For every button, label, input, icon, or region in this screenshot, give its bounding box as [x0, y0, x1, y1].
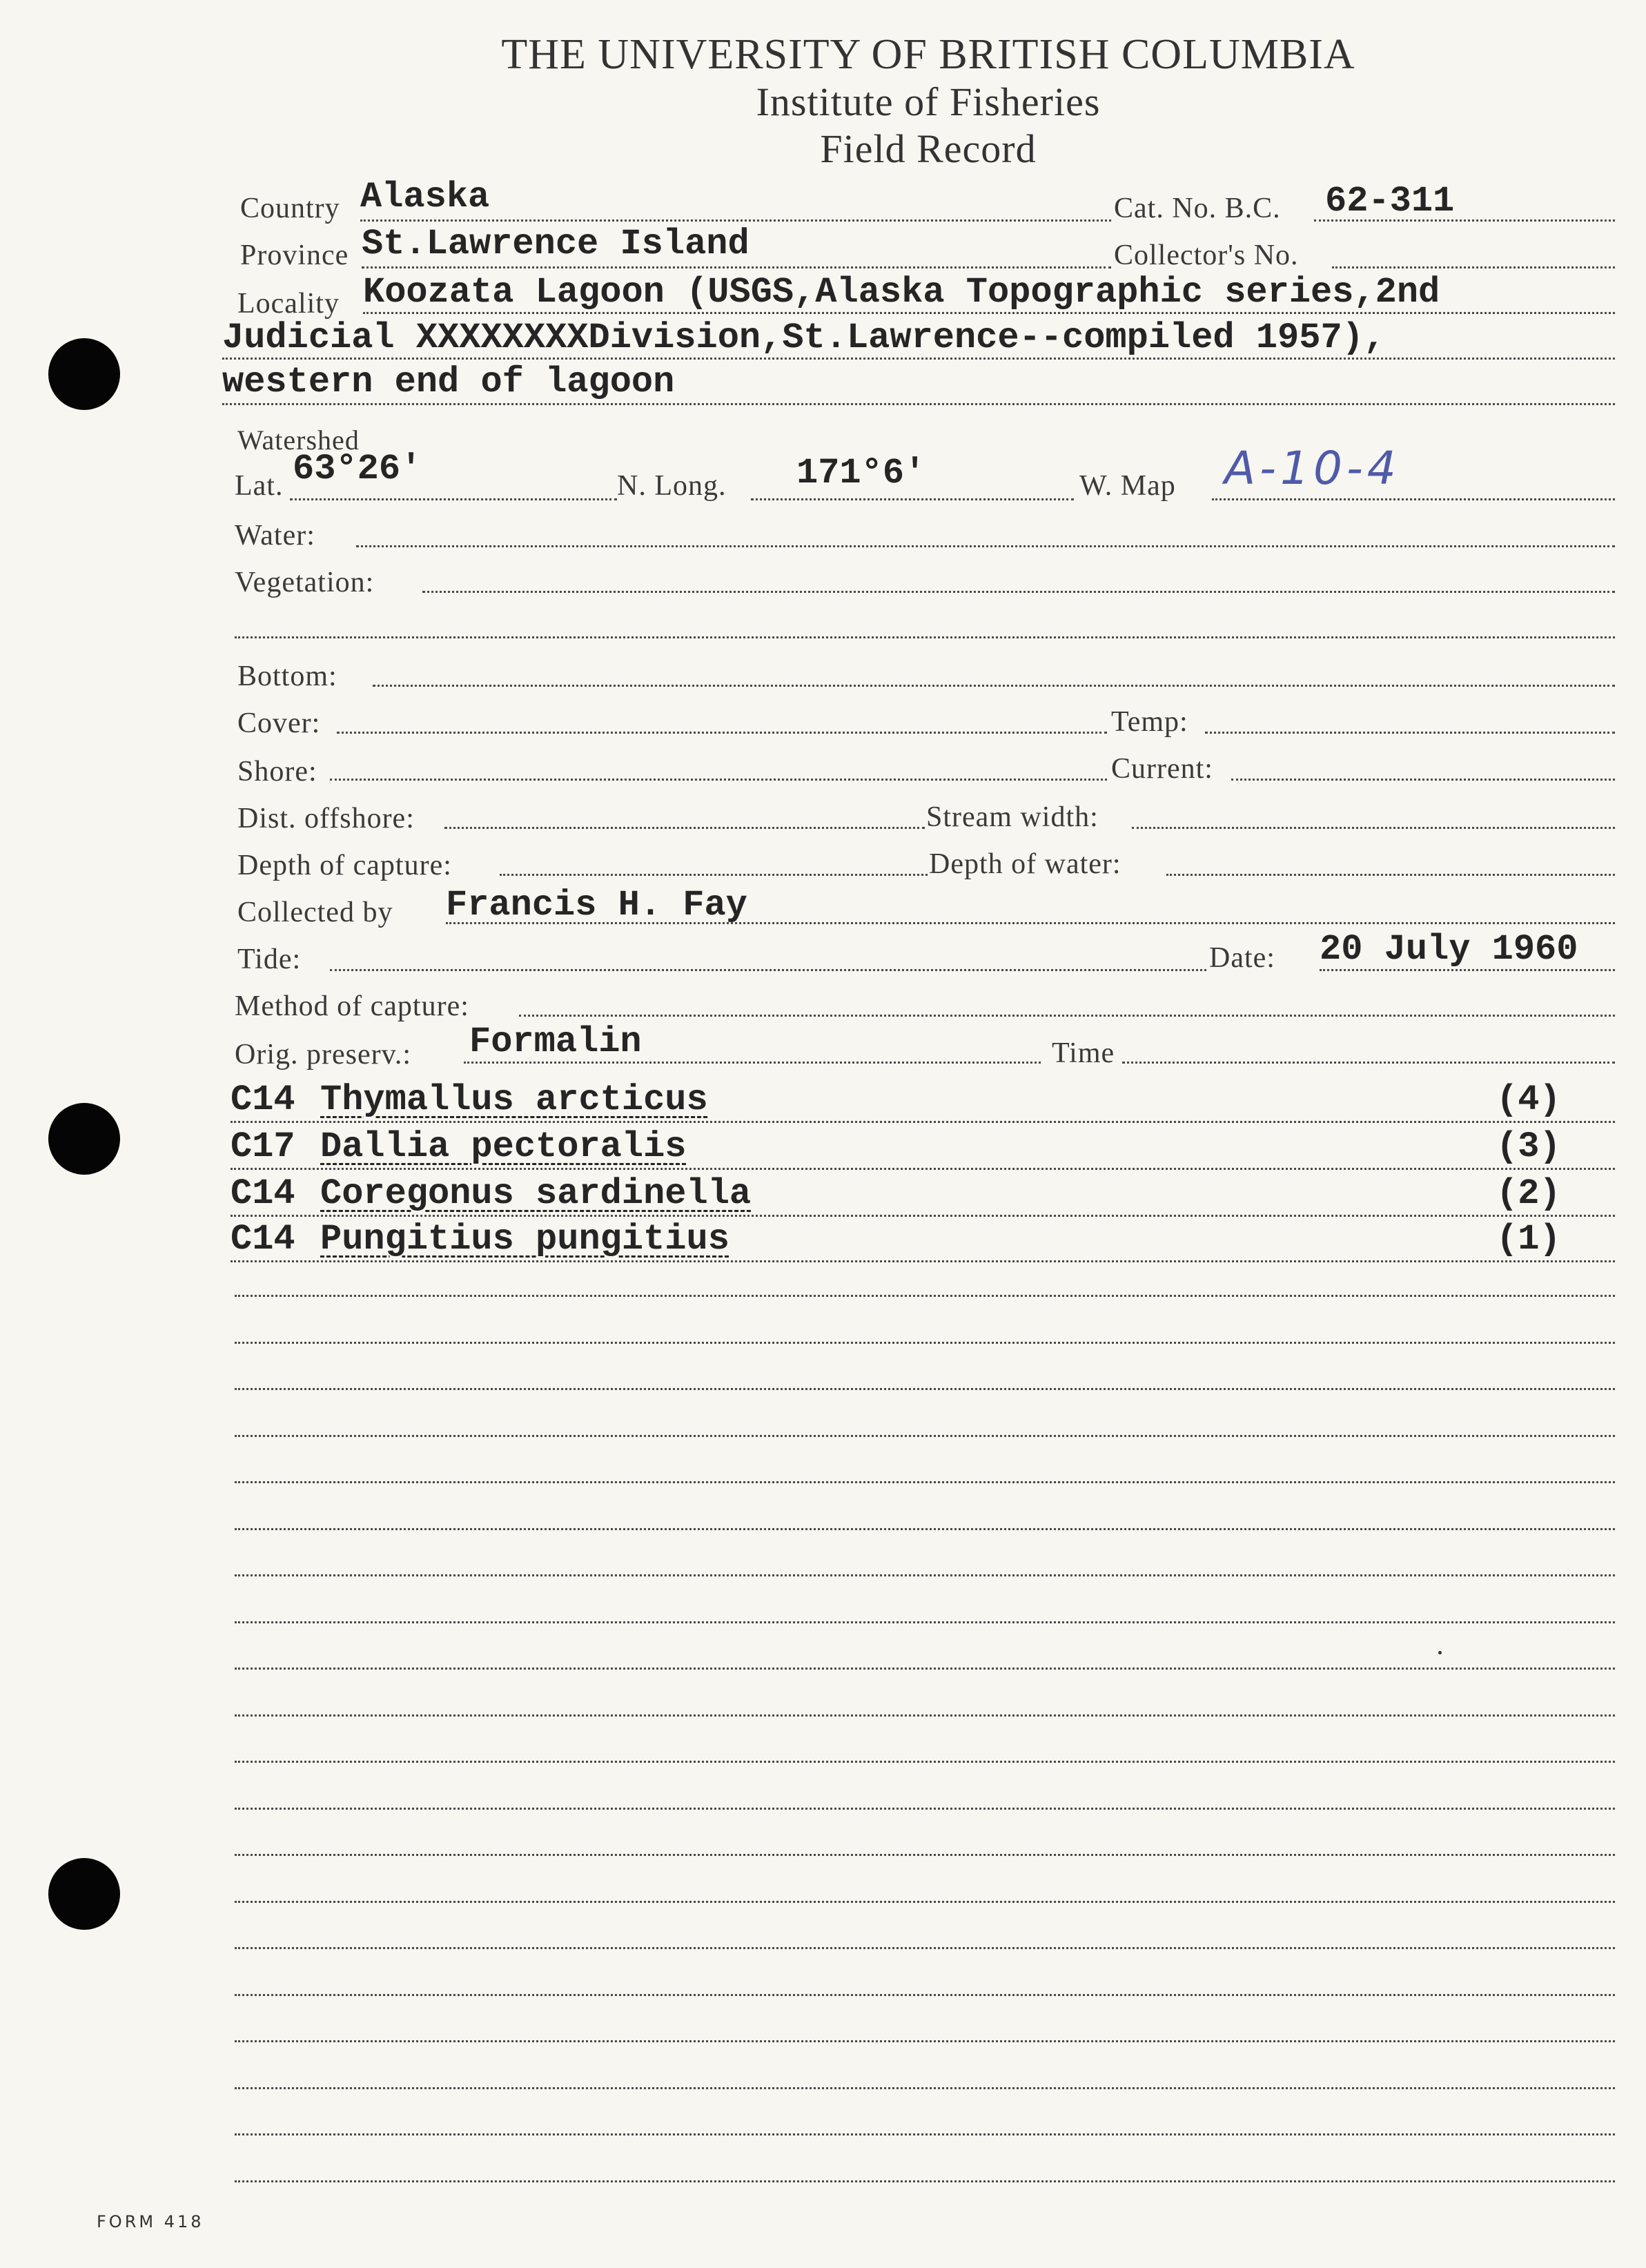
map-value: A-10-4 — [1224, 442, 1400, 495]
lat-value: 63°26' — [293, 449, 422, 489]
shore-label: Shore: — [237, 756, 317, 788]
long-value: 171°6' — [796, 453, 926, 493]
blank-rule — [235, 1994, 1615, 1996]
specimen-rule — [231, 1168, 1615, 1170]
punch-hole-middle — [48, 1103, 120, 1175]
country-line — [360, 219, 1111, 222]
time-line — [1122, 1062, 1615, 1064]
temp-line — [1205, 732, 1615, 734]
specimen-count: (1) — [1496, 1219, 1561, 1260]
cover-line — [337, 732, 1107, 734]
collected-by-value: Francis H. Fay — [446, 885, 747, 926]
collected-by-line — [446, 922, 1615, 924]
specimen-name: Dallia pectoralis — [320, 1126, 687, 1167]
bottom-line — [373, 685, 1615, 687]
form-number: FORM 418 — [97, 2212, 204, 2231]
specimen-code: C14 — [231, 1173, 295, 1214]
lat-line — [290, 498, 617, 500]
map-line — [1212, 498, 1615, 500]
blank-rule — [235, 1295, 1615, 1297]
dist-offshore-line — [444, 827, 925, 829]
specimen-name: Coregonus sardinella — [320, 1173, 752, 1214]
cat-no-value: 62-311 — [1325, 181, 1455, 222]
vegetation-line — [422, 591, 1615, 593]
specimen-count: (2) — [1496, 1173, 1561, 1214]
blank-rule — [235, 1435, 1615, 1437]
collected-by-label: Collected by — [237, 897, 393, 928]
time-label: Time — [1052, 1037, 1115, 1069]
tide-line — [330, 969, 1206, 971]
blank-rule — [235, 2087, 1615, 2089]
depth-of-capture-label: Depth of capture: — [237, 850, 452, 881]
orig-preserv-line — [464, 1062, 1041, 1064]
water-label: Water: — [235, 520, 315, 551]
blank-rule — [235, 1901, 1615, 1903]
blank-rule — [235, 1668, 1615, 1670]
paper-speck — [1438, 1651, 1442, 1654]
blank-rule — [235, 1714, 1615, 1717]
blank-rule — [235, 1574, 1615, 1576]
specimen-count: (3) — [1496, 1126, 1561, 1167]
locality-line-1: Koozata Lagoon (USGS,Alaska Topographic series,2nd — [363, 272, 1440, 313]
vegetation-label: Vegetation: — [235, 567, 375, 598]
specimen-count: (4) — [1496, 1079, 1561, 1120]
vegetation-line-2 — [235, 636, 1615, 638]
specimen-rule — [231, 1121, 1615, 1123]
current-label: Current: — [1111, 753, 1213, 785]
shore-line — [330, 779, 1107, 781]
method-of-capture-label: Method of capture: — [235, 990, 469, 1022]
temp-label: Temp: — [1111, 706, 1188, 738]
blank-rule — [235, 1761, 1615, 1763]
province-line — [362, 266, 1111, 268]
n-long-label: N. Long. — [617, 470, 727, 502]
specimen-code: C17 — [231, 1126, 295, 1167]
depth-of-water-label: Depth of water: — [929, 848, 1121, 880]
institution-title: THE UNIVERSITY OF BRITISH COLUMBIA — [501, 31, 1355, 78]
specimen-rule — [231, 1260, 1615, 1262]
date-value: 20 July 1960 — [1320, 929, 1578, 970]
punch-hole-top — [48, 338, 120, 410]
blank-rule — [235, 1342, 1615, 1344]
stream-width-label: Stream width: — [926, 801, 1099, 833]
locality-line-3: western end of lagoon — [222, 362, 675, 402]
watershed-label: Watershed — [237, 424, 360, 456]
locality-rule-1 — [363, 312, 1615, 314]
blank-rule — [235, 1854, 1615, 1856]
blank-rule — [235, 2180, 1615, 2182]
blank-rule — [235, 2040, 1615, 2042]
lat-label: Lat. — [235, 470, 284, 502]
specimen-name: Pungitius pungitius — [320, 1219, 729, 1260]
current-line — [1231, 779, 1615, 781]
blank-rule — [235, 1528, 1615, 1530]
cover-label: Cover: — [237, 707, 321, 739]
dist-offshore-label: Dist. offshore: — [237, 803, 415, 834]
bottom-label: Bottom: — [237, 661, 337, 692]
long-line — [751, 498, 1074, 500]
depth-of-water-line — [1166, 874, 1615, 876]
locality-line-2: Judicial XXXXXXXXDivision,St.Lawrence--compiled 1957), — [222, 317, 1386, 358]
locality-rule-3 — [222, 403, 1615, 405]
stream-width-line — [1132, 827, 1615, 829]
locality-rule-2 — [222, 358, 1615, 360]
w-map-label: W. Map — [1079, 470, 1176, 502]
date-line — [1320, 969, 1615, 971]
collectors-no-label: Collector's No. — [1114, 239, 1299, 271]
blank-rule — [235, 2133, 1615, 2135]
water-line — [356, 545, 1615, 547]
blank-rule — [235, 1808, 1615, 1810]
blank-rule — [235, 1947, 1615, 1949]
province-label: Province — [240, 239, 349, 271]
specimen-rule — [231, 1215, 1615, 1217]
tide-label: Tide: — [237, 944, 302, 975]
date-label: Date: — [1209, 942, 1275, 974]
specimen-name: Thymallus arcticus — [320, 1079, 708, 1120]
blank-rule — [235, 1621, 1615, 1623]
orig-preserv-value: Formalin — [469, 1021, 642, 1062]
specimen-code: C14 — [231, 1219, 295, 1260]
country-label: Country — [240, 193, 340, 224]
locality-label: Locality — [237, 288, 340, 320]
cat-no-label: Cat. No. B.C. — [1114, 193, 1281, 224]
form-title: Field Record — [820, 126, 1037, 171]
department-title: Institute of Fisheries — [756, 79, 1101, 124]
province-value: St.Lawrence Island — [362, 224, 749, 264]
specimen-code: C14 — [231, 1079, 295, 1120]
country-value: Alaska — [360, 177, 490, 217]
depth-of-capture-line — [500, 874, 928, 876]
blank-rule — [235, 1388, 1615, 1390]
punch-hole-bottom — [48, 1858, 120, 1930]
collectors-no-line — [1332, 266, 1615, 268]
orig-preserv-label: Orig. preserv.: — [235, 1039, 412, 1071]
blank-rule — [235, 1481, 1615, 1483]
method-of-capture-line — [519, 1015, 1615, 1017]
